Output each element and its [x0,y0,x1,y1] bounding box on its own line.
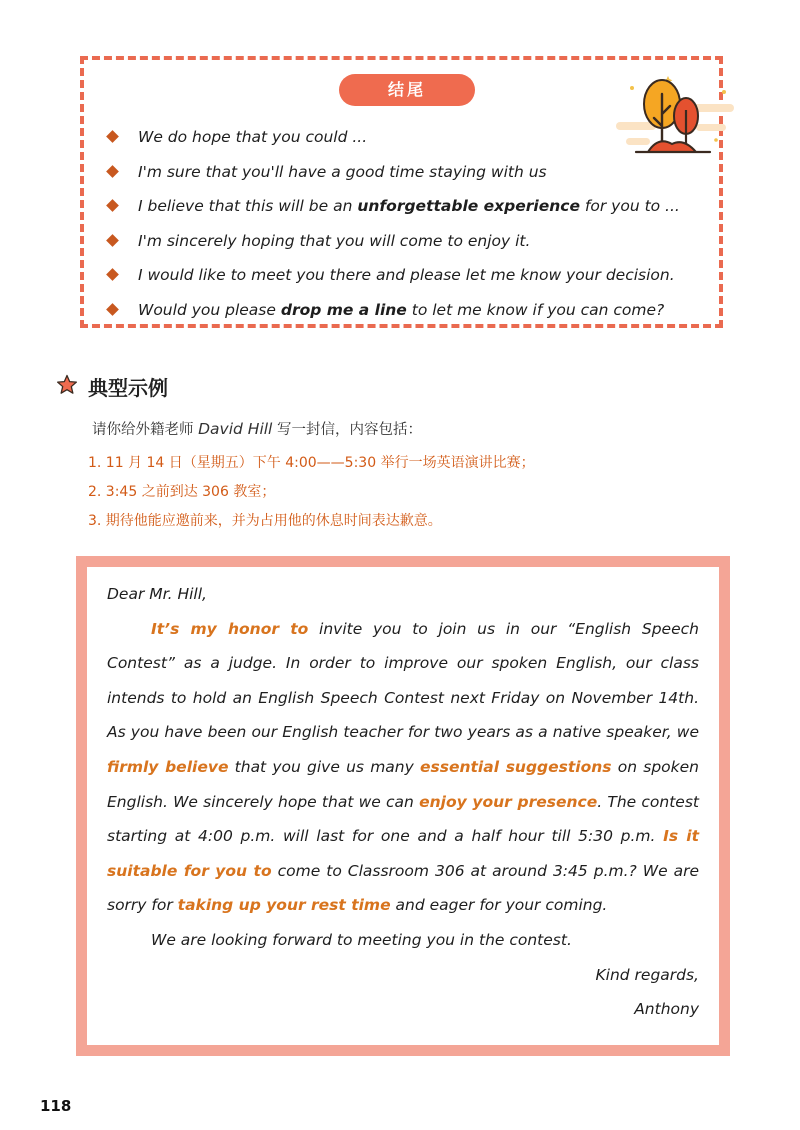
body-text: . The contest starting at 4:00 p.m. will last for one and a half hour till 5:30 p.m. [107,792,699,846]
list-item: I would like to meet you there and please let me know your decision. [106,258,680,293]
diamond-bullet-icon [106,234,119,247]
letter-regards: Kind regards, [595,965,699,984]
highlight-phrase: enjoy your presence [419,792,598,811]
star-icon [56,374,78,396]
diamond-bullet-icon [106,165,119,178]
writing-prompt: 请你给外籍老师 David Hill 写一封信，内容包括： [92,420,422,438]
highlight-phrase: Is it suitable for you to [107,827,699,880]
highlight-phrase: It’s my honor to [151,619,309,638]
highlight-phrase: taking up your rest time [177,896,391,915]
requirement-item: 1. 11 月 14 日（星期五）下午 4:00——5:30 举行一场英语演讲比赛； [88,455,535,471]
body-text: on spoken English. We sincerely hope that we can [107,757,699,811]
autumn-tree-illustration-icon [612,74,738,162]
letter-closing-line: We are looking forward to meeting you in the contest. [151,930,572,949]
requirement-item: 3. 期待他能应邀前来，并为占用他的休息时间表达歉意。 [88,513,442,529]
highlight-phrase: firmly believe [107,757,229,776]
diamond-bullet-icon [106,199,119,212]
list-item: I'm sure that you'll have a good time staying with us [106,155,680,190]
closing-tag: 结尾 [339,74,475,106]
body-text: invite you to join us in our “English Speech Contest” as a judge. In order to improve our spoken English, our class intends to hold an English Speech Contest next Friday on November 14th. As you have been our English teacher for two years as a native speaker, we [107,619,699,742]
list-item: I'm sincerely hoping that you will come to enjoy it. [106,224,680,259]
closing-phrase-list [106,120,680,328]
letter-greeting: Dear Mr. Hill, [107,585,207,603]
letter-signature: Anthony [634,1000,699,1019]
diamond-bullet-icon [106,269,119,282]
letter-body [107,612,699,923]
body-text: come to Classroom 306 at around 3:45 p.m.? We are sorry for [107,861,699,915]
body-text: that you give us many [228,757,421,776]
sample-letter-frame [76,556,730,1056]
body-text: and eager for your coming. [390,896,608,915]
diamond-bullet-icon [106,303,119,316]
highlight-phrase: essential suggestions [420,757,612,776]
list-item: Would you please drop me a line to let me know if you can come? [106,293,680,328]
list-item: We do hope that you could ... [106,120,680,155]
section-title: 典型示例 [88,376,168,400]
sample-letter [87,567,719,1045]
list-item: I believe that this will be an unforgettable experience for you to ... [106,189,680,224]
diamond-bullet-icon [106,130,119,143]
page-number: 118 [40,1097,72,1115]
requirement-item: 2. 3:45 之前到达 306 教室； [88,484,276,500]
